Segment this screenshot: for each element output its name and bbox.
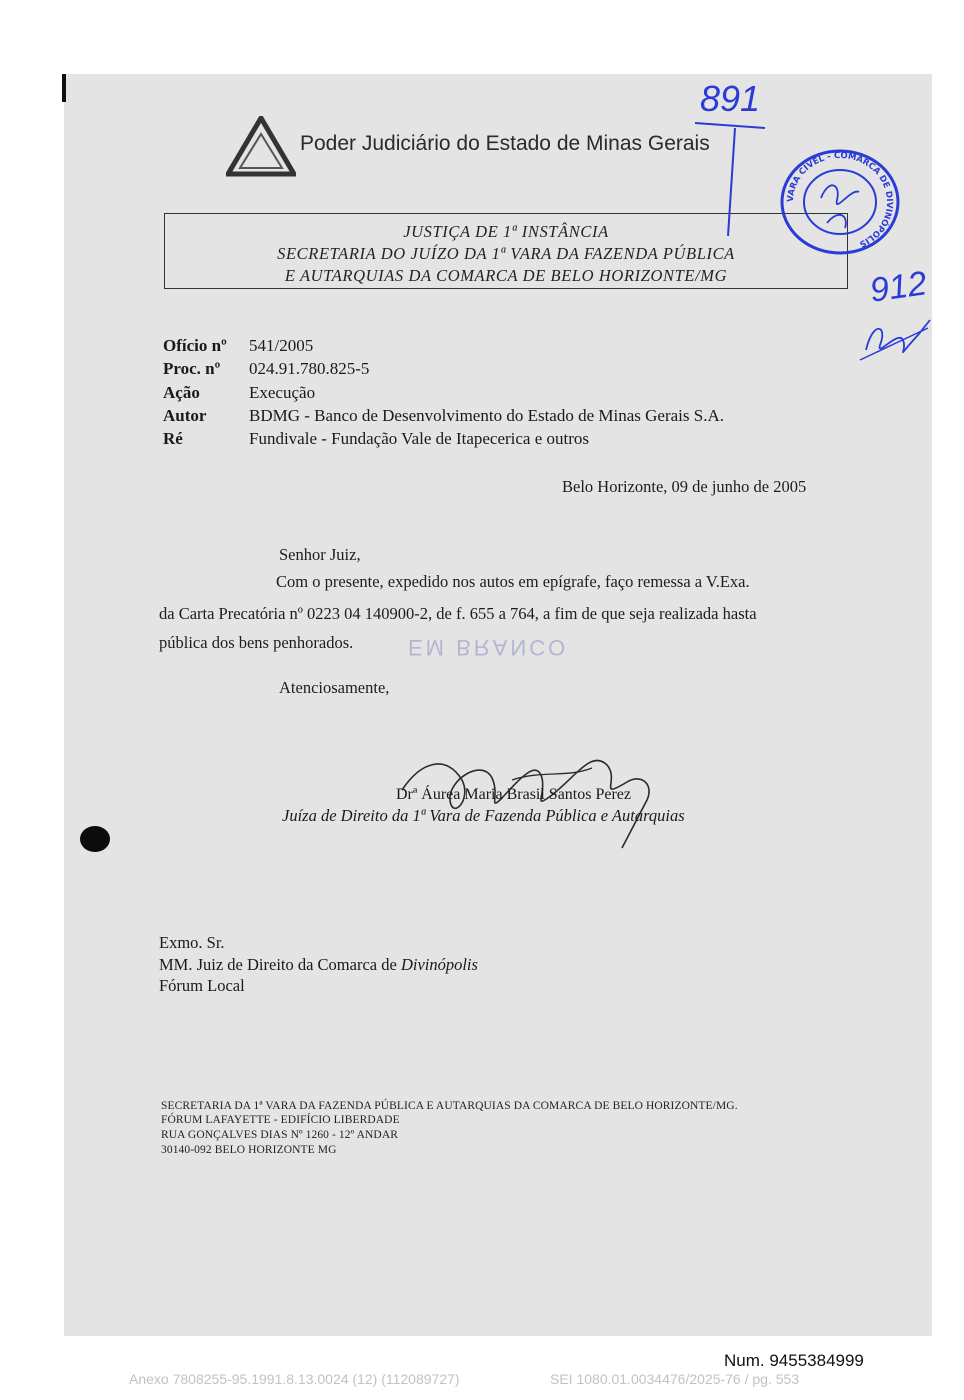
sei-page-reference: SEI 1080.01.0034476/2025-76 / pg. 553 (550, 1371, 800, 1387)
closing: Atenciosamente, (279, 678, 390, 697)
folio-mark-icon (690, 108, 770, 238)
punch-hole (80, 826, 110, 852)
signer-name: Drª Áurea Maria Brasil Santos Perez (396, 786, 632, 803)
body-line-3: pública dos bens penhorados. (159, 633, 354, 652)
oficio-value: 541/2005 (249, 336, 314, 355)
body-line-1: Com o presente, expedido nos autos em epígrafe, faço remessa a V.Exa. (276, 572, 750, 591)
signer-title: Juíza de Direito da 1ª Vara de Fazenda Pública e Autarquias (282, 806, 685, 825)
scan-edge-mark (62, 74, 66, 102)
header-line-1: JUSTIÇA DE 1ª INSTÂNCIA (403, 222, 609, 241)
salutation: Senhor Juiz, (279, 545, 361, 564)
re-label: Ré (163, 429, 183, 448)
autor-value: BDMG - Banco de Desenvolvimento do Estado de Minas Gerais S.A. (249, 406, 724, 425)
addressee-line-2 (159, 955, 478, 975)
document-number: Num. 9455384999 (724, 1351, 864, 1370)
re-value: Fundivale - Fundação Vale de Itapecerica e outros (249, 429, 590, 448)
seal-text: VARA CÍVEL - COMARCA DE DIVINÓPOLIS (785, 150, 895, 249)
footer-line-3: RUA GONÇALVES DIAS Nº 1260 - 12º ANDAR (161, 1129, 399, 1141)
acao-value: Execução (249, 383, 316, 402)
acao-label: Ação (163, 383, 200, 402)
proc-value: 024.91.780.825-5 (249, 359, 370, 378)
addressee-line-2-prefix: MM. Juiz de Direito da Comarca de (159, 955, 401, 974)
proc-label: Proc. nº (163, 359, 221, 378)
em-branco-stamp: EM BRANCO (408, 635, 569, 660)
header-line-2: SECRETARIA DO JUÍZO DA 1ª VARA DA FAZENDA PÚBLICA (277, 244, 735, 263)
addressee-line-3: Fórum Local (159, 976, 245, 995)
folio-number-side: 912 (867, 264, 930, 310)
footer-line-4: 30140-092 BELO HORIZONTE MG (161, 1144, 337, 1156)
body-line-2: da Carta Precatória nº 0223 04 140900-2, de f. 655 a 764, a fim de que seja realizada hasta (159, 604, 757, 623)
header-line-3: E AUTARQUIAS DA COMARCA DE BELO HORIZONTE/MG (284, 266, 728, 285)
footer-line-1: SECRETARIA DA 1ª VARA DA FAZENDA PÚBLICA E AUTARQUIAS DA COMARCA DE BELO HORIZONTE/MG. (161, 1100, 738, 1112)
date-line: Belo Horizonte, 09 de junho de 2005 (562, 477, 807, 496)
addressee-line-1: Exmo. Sr. (159, 933, 225, 952)
footer-line-2: FÓRUM LAFAYETTE - EDIFÍCIO LIBERDADE (161, 1114, 400, 1126)
judiciary-logo-icon (226, 116, 296, 178)
autor-label: Autor (163, 406, 207, 425)
court-seal-icon (779, 148, 901, 256)
folio-number-top: 891 (700, 78, 761, 119)
side-initials-icon (858, 300, 932, 370)
letterhead-org-name: Poder Judiciário do Estado de Minas Gerais (300, 132, 710, 155)
addressee-city: Divinópolis (400, 955, 478, 974)
oficio-label: Ofício nº (163, 336, 227, 355)
annex-reference: Anexo 7808255-95.1991.8.13.0024 (12) (112089727) (129, 1371, 460, 1387)
